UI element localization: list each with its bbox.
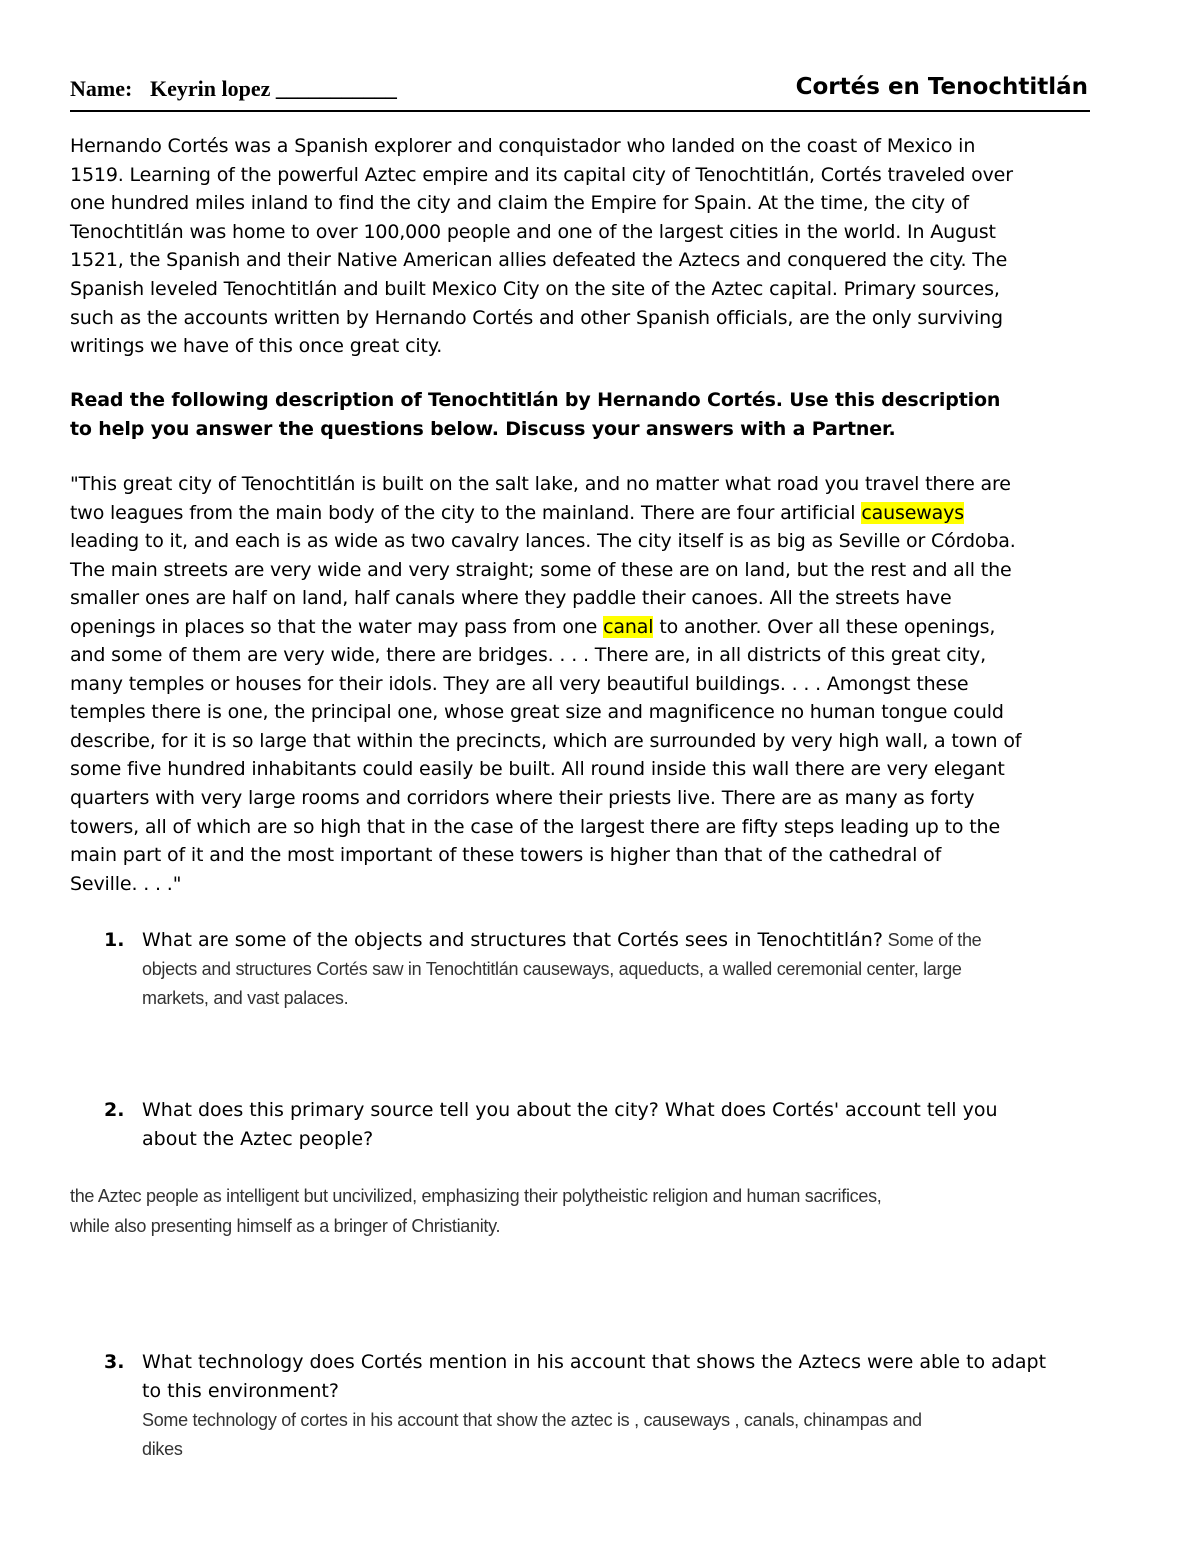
- answer-text: Some technology of cortes in his account that show the aztec is , causeways , canals, chinampas and dikes: [142, 1410, 922, 1459]
- quote-text-part-1: "This great city of Tenochtitlán is built on the salt lake, and no matter what road you travel there are two leagues from the main body of the city to the mainland. There are four artificial: [70, 473, 1011, 524]
- answer-text: the Aztec people as intelligent but uncivilized, emphasizing their polytheistic religion and human sacrifices, while also presenting himself as a bringer of Christianity.: [70, 1186, 882, 1236]
- question-text: [142, 1348, 1132, 1464]
- reading-instructions: Read the following description of Tenochtitlán by Hernando Cortés. Use this description to help you answer the questions below. Discuss your answers with a Partner.: [70, 389, 1001, 440]
- question-number: 1.: [104, 929, 125, 951]
- answer-text: Some of the objects and structures Cortés saw in Tenochtitlán causeways, aqueducts, a walled ceremonial center, large markets, and vast palaces.: [142, 930, 982, 1008]
- worksheet-header: [70, 74, 1090, 112]
- question-prompt: What does this primary source tell you about the city? What does Cortés' account tell you about the Aztec people?: [142, 1099, 998, 1150]
- worksheet-title: Cortés en Tenochtitlán: [795, 74, 1088, 100]
- question-prompt: What are some of the objects and structures that Cortés sees in Tenochtitlán?: [142, 929, 883, 951]
- quote-text-part-2: leading to it, and each is as wide as two cavalry lances. The city itself is as big as Seville or Córdoba. The main streets are very wide and very straight; some of these are on land, but the rest and all the smaller ones are half on land, half canals where they paddle their canoes. All the streets have openings in places so that the water may pass from one: [70, 530, 1016, 638]
- question-number: 3.: [104, 1351, 125, 1373]
- cortes-quote: [70, 470, 1138, 898]
- question-number: 2.: [104, 1099, 125, 1121]
- student-name: Keyrin lopez ___________: [150, 76, 397, 101]
- quote-text-part-3: to another. Over all these openings, and some of them are very wide, there are bridges. . . . There are, in all districts of this great city, many temples or houses for their idols. They are all very beautiful buildings. . . . Amongst these temples there is one, the principal one, whose great size and magnificence no human tongue could describe, for it is so large that within the precincts, which are surrounded by very high wall, a town of some five hundred inhabitants could easily be built. All round inside this wall there are very elegant quarters with very large rooms and corridors where their priests live. There are as many as forty towers, all of which are so high that in the case of the largest there are fifty steps leading up to the main part of it and the most important of these towers is higher than that of the cathedral of Seville. . . .": [70, 615, 1022, 895]
- intro-paragraph: Hernando Cortés was a Spanish explorer and conquistador who landed on the coast of Mexico in 1519. Learning of the powerful Aztec empire and its capital city of Tenochtitlán, Cortés traveled over one hundred miles inland to find the city and claim the Empire for Spain. At the time, the city of Tenochtitlán was home to over 100,000 people and one of the largest cities in the world. In August 1521, the Spanish and their Native American allies defeated the Aztecs and conquered the city. The Spanish leveled Tenochtitlán and built Mexico City on the site of the Aztec capital. Primary sources, such as the accounts written by Hernando Cortés and other Spanish officials, are the only surviving writings we have of this once great city.: [70, 135, 1013, 358]
- name-label: Name:: [70, 76, 133, 101]
- question-text: [142, 926, 1132, 1013]
- highlight-canal: canal: [603, 615, 654, 638]
- question-prompt: What technology does Cortés mention in his account that shows the Aztecs were able to adapt to this environment?: [142, 1351, 1047, 1402]
- highlight-causeways: causeways: [861, 501, 965, 524]
